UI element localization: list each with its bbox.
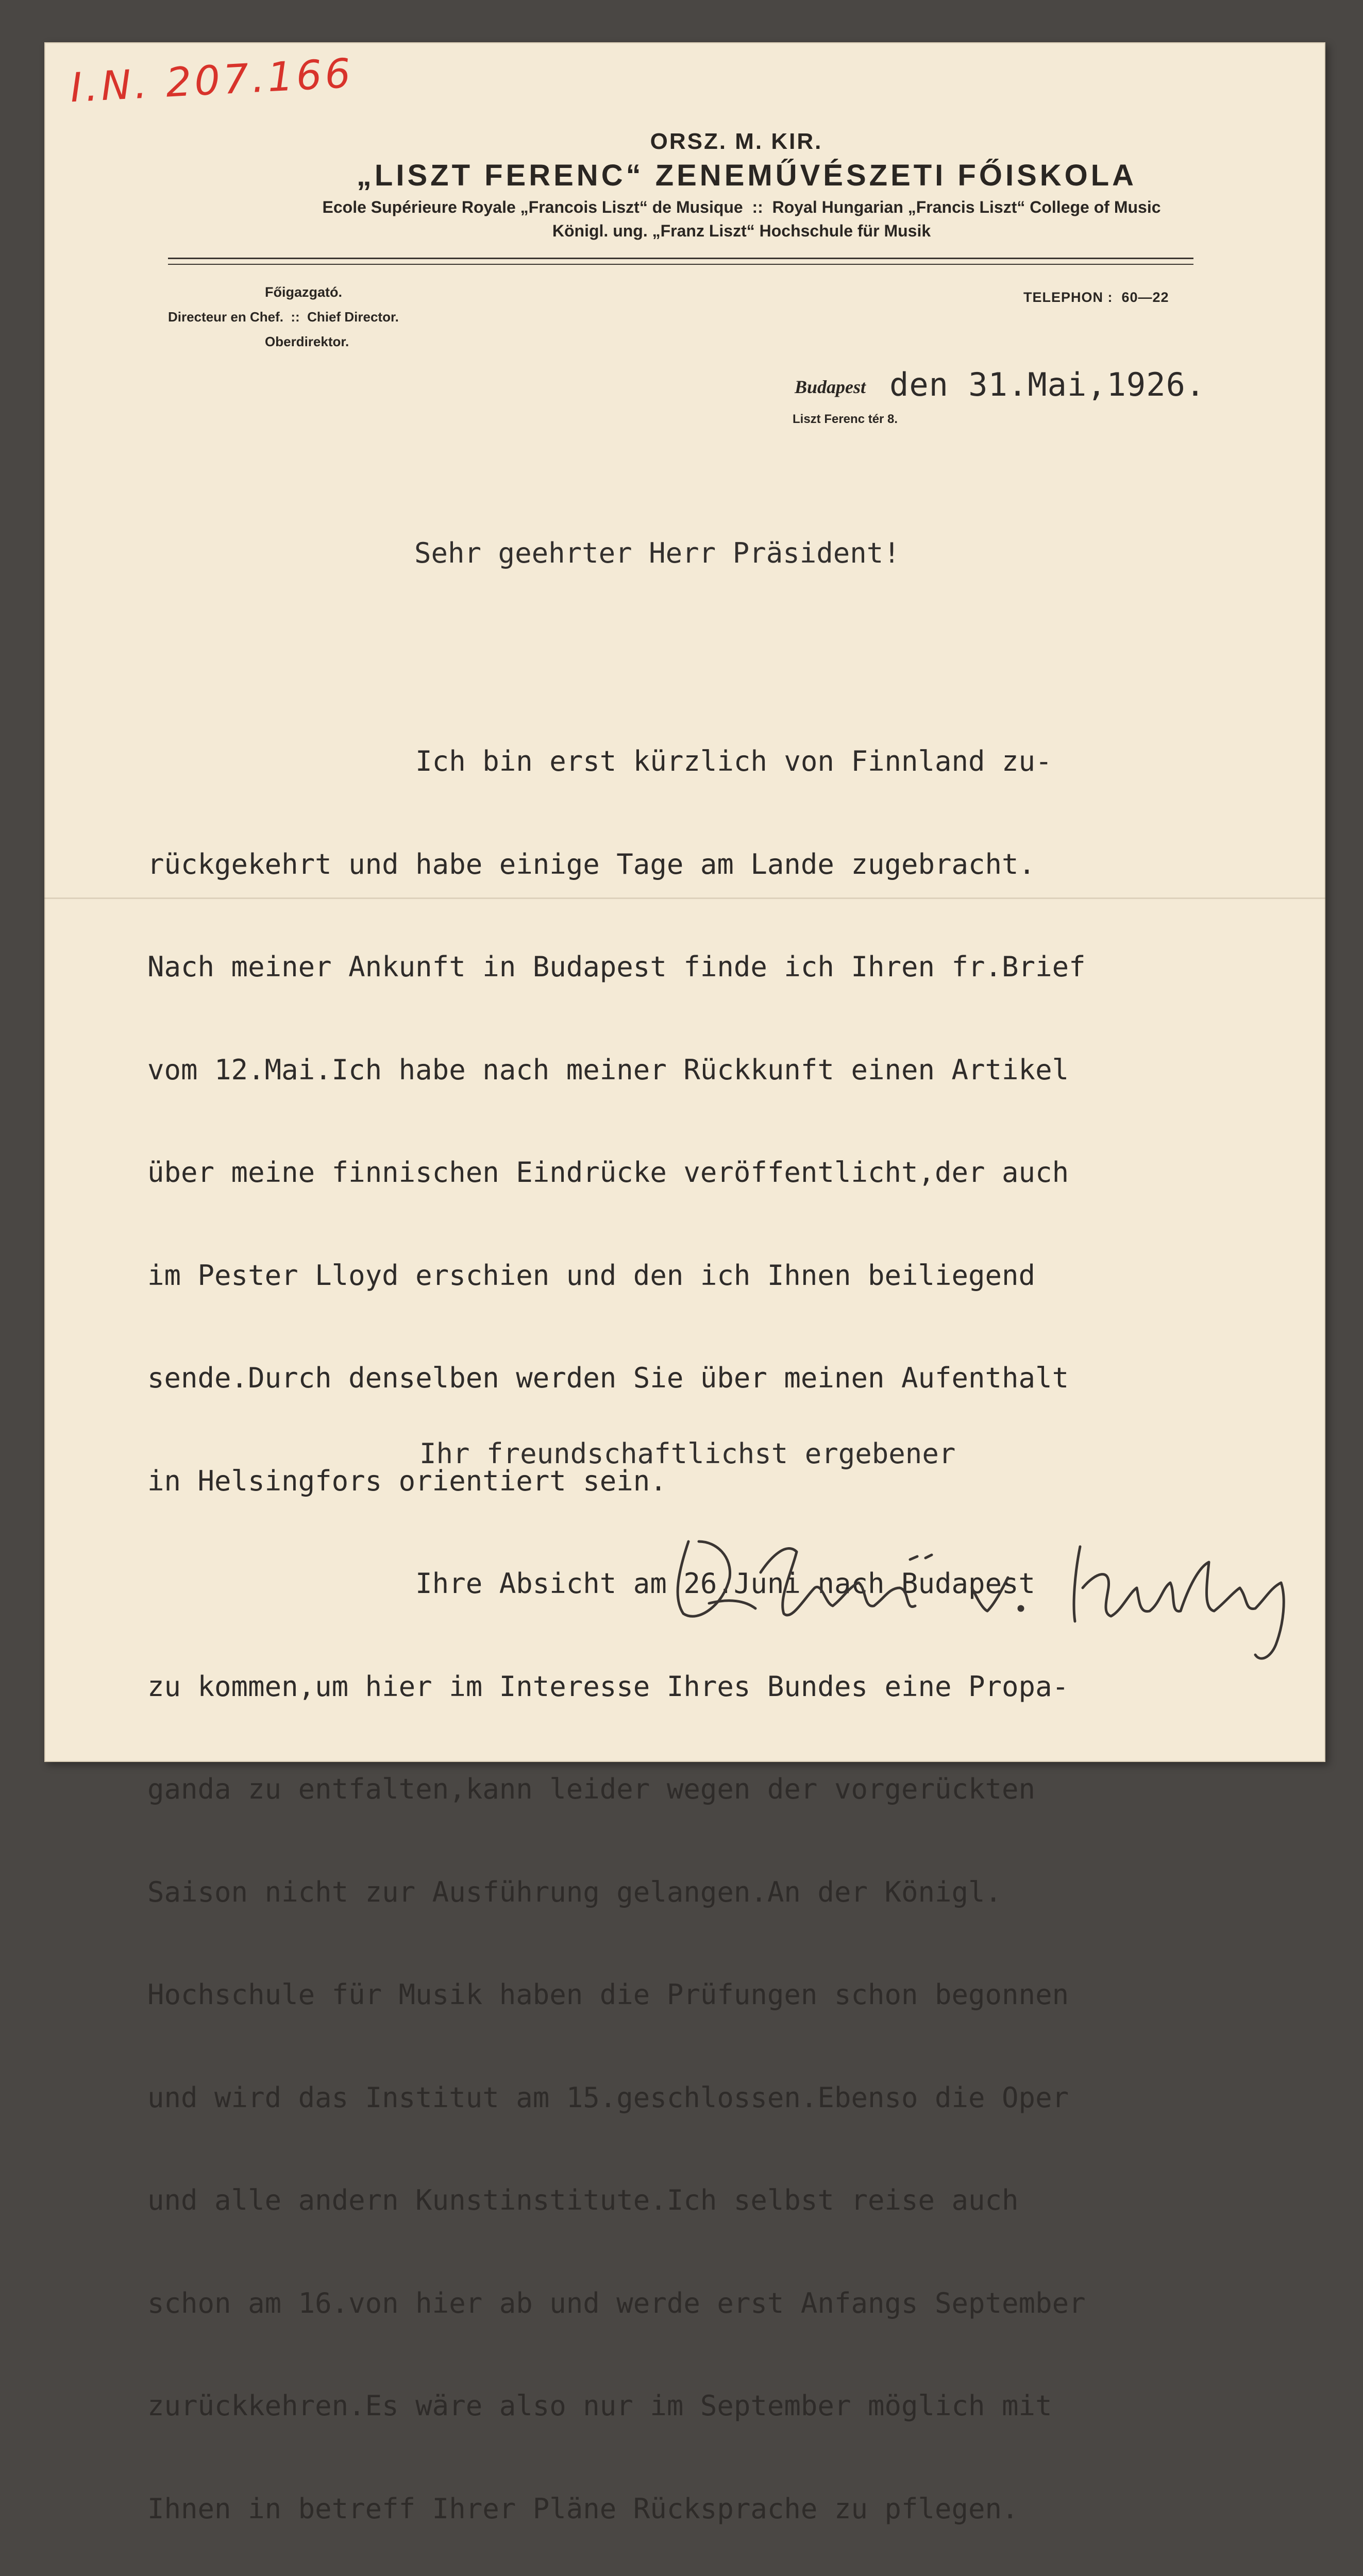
body-line: in Helsingfors orientiert sein.	[147, 1464, 667, 1497]
body-line: Ich bin erst kürzlich von Finnland zu-	[147, 745, 1052, 777]
closing: Ihr freundschaftlichst ergebener	[419, 1437, 956, 1470]
director-title-hu: Főigazgató.	[265, 284, 342, 300]
body-line: Saison nicht zur Ausführung gelangen.An der Königl.	[147, 1875, 1002, 1908]
body-line: schon am 16.von hier ab und werde erst Anfangs September	[147, 2286, 1086, 2319]
handwritten-signature	[668, 1511, 1363, 1665]
address: Liszt Ferenc tér 8.	[793, 412, 898, 426]
letterhead-line-1: ORSZ. M. KIR.	[650, 129, 823, 154]
body-line: Hochschule für Musik haben die Prüfungen schon begonnen	[147, 1978, 1069, 2011]
letterhead-institution: „LISZT FERENC“ ZENEMŰVÉSZETI FŐISKOLA	[356, 159, 1137, 192]
body-line: Ihre Absicht am 26.Juni nach Budapest	[147, 1567, 1036, 1600]
letterhead-rule-2	[168, 264, 1193, 265]
director-title-de: Oberdirektor.	[265, 334, 349, 349]
letterhead-line-3: Ecole Supérieure Royale „Francois Liszt“ de Musique :: Royal Hungarian „Francis Liszt“ College of Music	[322, 198, 1161, 216]
body-line: sende.Durch denselben werden Sie über meinen Aufenthalt	[147, 1362, 1069, 1394]
inventory-number: I.N. 207.166	[69, 50, 355, 112]
body-line: und wird das Institut am 15.geschlossen.Ebenso die Oper	[147, 2081, 1069, 2114]
body-line: und alle andern Kunstinstitute.Ich selbst reise auch	[147, 2184, 1019, 2216]
letterhead-rule	[168, 258, 1193, 259]
letterhead-line-4: Königl. ung. „Franz Liszt“ Hochschule für Musik	[552, 222, 931, 240]
telephone: TELEPHON : 60—22	[1023, 290, 1169, 305]
body-line: im Pester Lloyd erschien und den ich Ihnen beiliegend	[147, 1259, 1036, 1292]
letter-sheet	[44, 42, 1325, 2525]
body-line: rückgekehrt und habe einige Tage am Lande zugebracht.	[147, 848, 1036, 880]
body-line: Nach meiner Ankunft in Budapest finde ich Ihren fr.Brief	[147, 951, 1086, 983]
body-line: ganda zu entfalten,kann leider wegen der vorgerückten	[147, 1773, 1036, 1805]
director-title-multi: Directeur en Chef. :: Chief Director.	[168, 309, 399, 325]
body-line: zurückkehren.Es wäre also nur im September möglich mit	[147, 2389, 1052, 2422]
body-line: Ihnen in betreff Ihrer Pläne Rücksprache zu pflegen.	[147, 2492, 1019, 2525]
letter-date: den 31.Mai,1926.	[889, 366, 1206, 403]
body-line: zu kommen,um hier im Interesse Ihres Bundes eine Propa-	[147, 1670, 1069, 1703]
body-line: vom 12.Mai.Ich habe nach meiner Rückkunft einen Artikel	[147, 1053, 1069, 1086]
body-line: über meine finnischen Eindrücke veröffentlicht,der auch	[147, 1156, 1069, 1189]
salutation: Sehr geehrter Herr Präsident!	[414, 537, 900, 569]
place: Budapest	[795, 377, 866, 397]
